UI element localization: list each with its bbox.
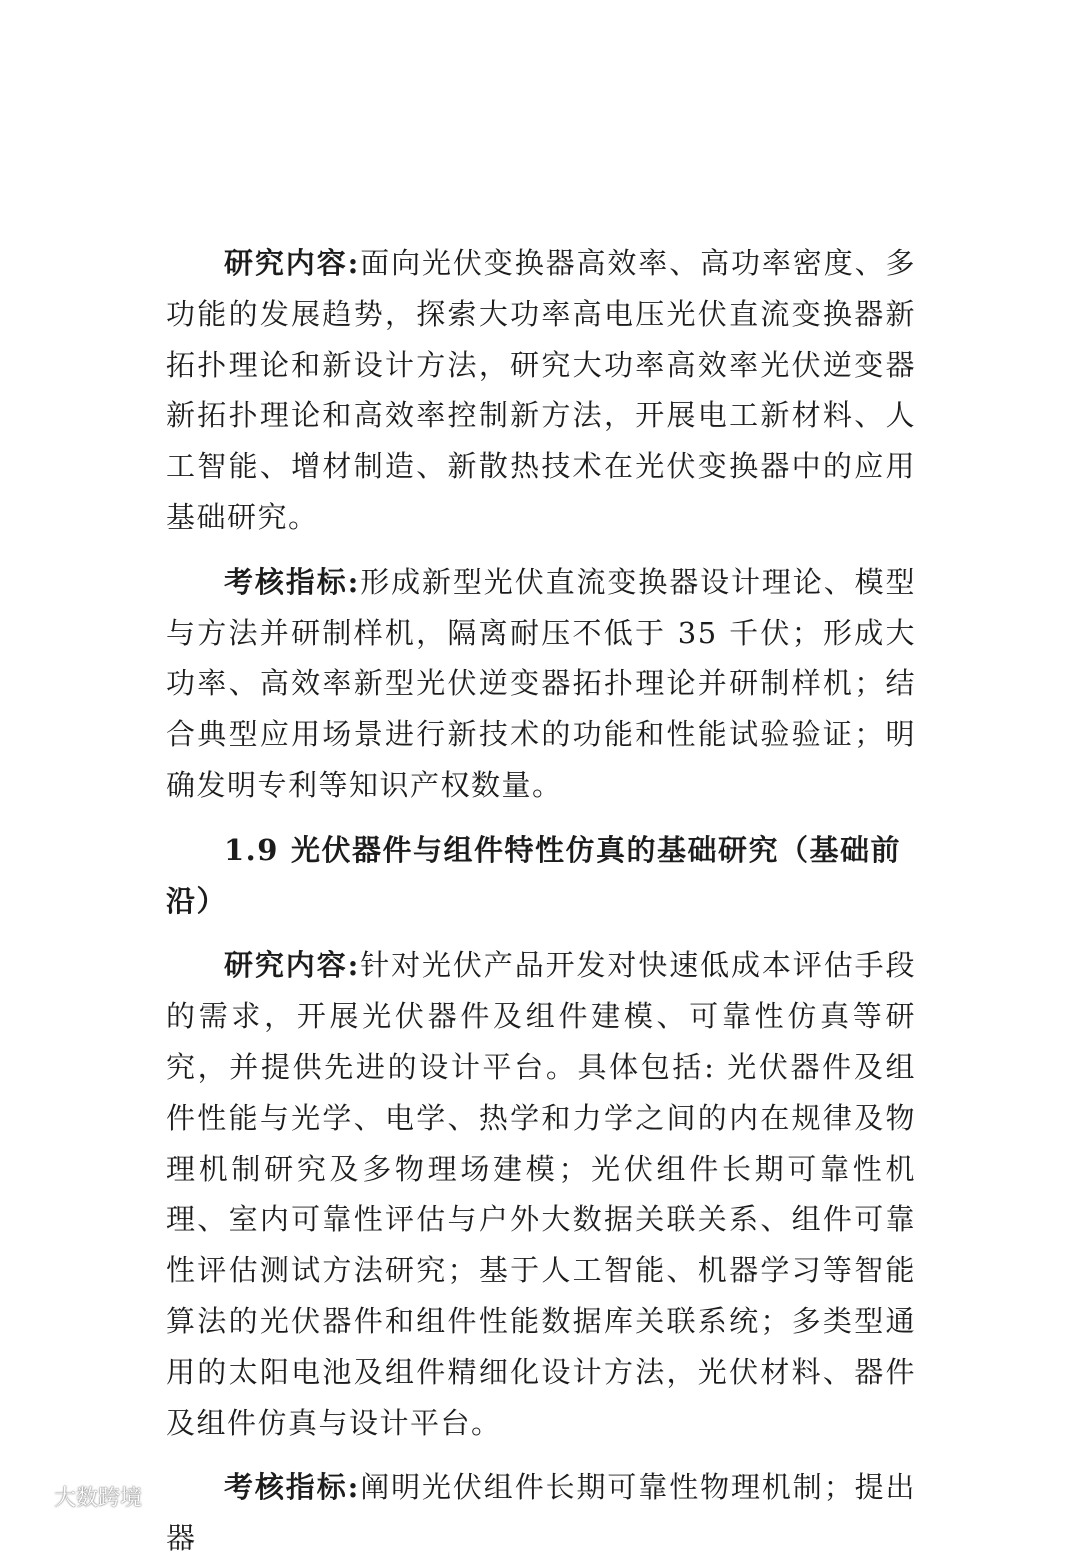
paragraph-assessment-indicators-1 <box>166 557 916 811</box>
paragraph-research-content-1 <box>166 238 916 543</box>
weibo-logo-icon <box>14 1484 48 1510</box>
paragraph-text: 面向光伏变换器高效率、高功率密度、多功能的发展趋势，探索大功率高电压光伏直流变换器新拓扑理论和新设计方法，研究大功率高效率光伏逆变器新拓扑理论和高效率控制新方法，开展电工新材料、人工智能、增材制造、新散热技术在光伏变换器中的应用基础研究。 <box>166 246 916 534</box>
paragraph-label: 考核指标: <box>224 1470 360 1505</box>
section-title: 光伏器件与组件特性仿真的基础研究（基础前沿） <box>166 832 901 918</box>
paragraph-label: 研究内容: <box>224 246 360 280</box>
paragraph-text: 阐明光伏组件长期可靠性物理机制；提出器 <box>166 1470 916 1556</box>
paragraph-text: 形成新型光伏直流变换器设计理论、模型与方法并研制样机，隔离耐压不低于 35 千伏；形成大功率、高效率新型光伏逆变器拓扑理论并研制样机；结合典型应用场景进行新技术的功能和性能试验验证；明确发明专利等知识产权数量。 <box>166 564 916 802</box>
watermark <box>14 1481 142 1512</box>
paragraph-label: 研究内容: <box>224 948 360 983</box>
paragraph-assessment-indicators-2 <box>166 1462 916 1564</box>
document-body <box>166 238 916 1564</box>
watermark-text: 大数跨境 <box>54 1486 143 1511</box>
section-heading <box>166 825 916 927</box>
paragraph-label: 考核指标: <box>224 564 360 599</box>
paragraph-text: 针对光伏产品开发对快速低成本评估手段的需求，开展光伏器件及组件建模、可靠性仿真等研究，并提供先进的设计平台。具体包括: 光伏器件及组件性能与光学、电学、热学和力学之间的内在规律及物理机制研究及多物理场建模；光伏组件长期可靠性机理、室内可靠性评估与户外大数据关联关系、组件可靠性评估测试方法研究；基于人工智能、机器学习等智能算法的光伏器件和组件性能数据库关联系统；多类型通用的太阳电池及组件精细化设计方法，光伏材料、器件及组件仿真与设计平台。 <box>166 948 916 1440</box>
section-number: 1.9 <box>224 832 279 867</box>
paragraph-research-content-2 <box>166 940 916 1448</box>
